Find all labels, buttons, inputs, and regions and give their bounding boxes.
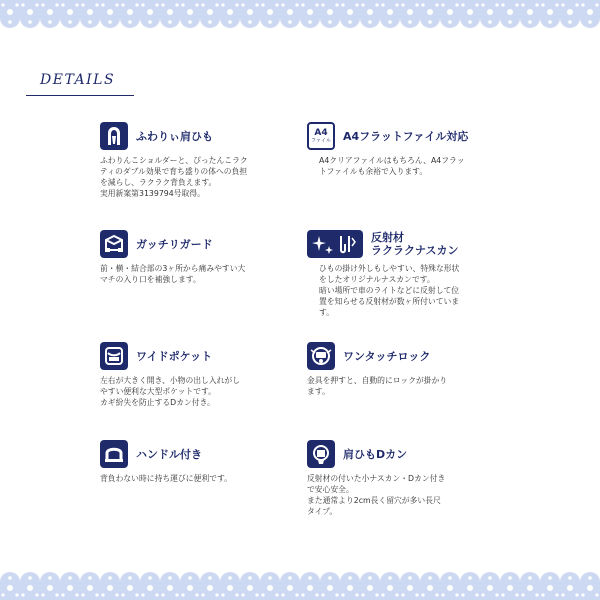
corner-guard-icon	[100, 230, 128, 258]
a4-file-icon: A4 ファイル	[307, 122, 335, 150]
feature-title: ワンタッチロック	[343, 349, 431, 363]
feature-one-touch-lock	[307, 342, 497, 397]
lock-icon	[307, 342, 335, 370]
feature-title: A4フラットファイル対応	[343, 129, 469, 143]
feature-description: 反射材の付いた小ナスカン・Dカン付き で安心安全。 また通常より2cm長く留穴が多い長尺 タイプ。	[307, 474, 446, 516]
lace-border-bottom	[0, 566, 600, 600]
feature-description: ふわりんこショルダーと、ぴったんこラク ティのダブル効果で育ち盛りの体への負担 を減らし、ラクラク背負えます。 実用新案第3139794号取得。	[100, 156, 248, 198]
details-underline	[26, 95, 134, 96]
shoulder-strap-icon	[100, 122, 128, 150]
feature-reflective	[307, 230, 497, 318]
feature-title: ワイドポケット	[136, 349, 213, 363]
feature-title: 肩ひもDカン	[343, 447, 408, 461]
feature-description: 背負わない時に持ち運びに便利です。	[100, 474, 232, 483]
feature-description: 左右が大きく開き、小物の出し入れがし やすい便利な大型ポケットです。 カギ紛失を防止するDカン付き。	[100, 376, 241, 407]
feature-wide-pocket	[100, 342, 290, 408]
feature-handle	[100, 440, 290, 484]
wide-pocket-icon	[100, 342, 128, 370]
details-heading: DETAILS	[40, 72, 116, 88]
feature-title: 反射材 ラクラクナスカン	[371, 231, 459, 257]
feature-title: ガッチリガード	[136, 237, 213, 251]
feature-title: ハンドル付き	[136, 447, 202, 461]
feature-description: 前・横・結合部の3ヶ所から痛みやすい大 マチの入り口を補強します。	[100, 264, 246, 284]
handle-icon	[100, 440, 128, 468]
feature-description: A4クリアファイルはもちろん、A4フラッ トファイルも余裕で入ります。	[319, 156, 465, 176]
feature-a4-file	[307, 122, 497, 177]
feature-gatchiri-guard	[100, 230, 290, 285]
lace-border-top	[0, 0, 600, 34]
d-ring-icon	[307, 440, 335, 468]
feature-title: ふわりぃ肩ひも	[136, 129, 213, 143]
feature-description: 金具を押すと、自動的にロックが掛かり ます。	[307, 376, 448, 396]
feature-description: ひもの掛け外しもしやすい、特殊な形状 をしたオリジナルナスカンです。 暗い場所で車のライトなどに反射して位 置を知らせる反射材が数ヶ所付いていま す。	[319, 264, 460, 317]
reflective-hook-icon	[307, 230, 363, 258]
feature-shoulder-strap	[100, 122, 290, 199]
feature-d-ring	[307, 440, 497, 517]
